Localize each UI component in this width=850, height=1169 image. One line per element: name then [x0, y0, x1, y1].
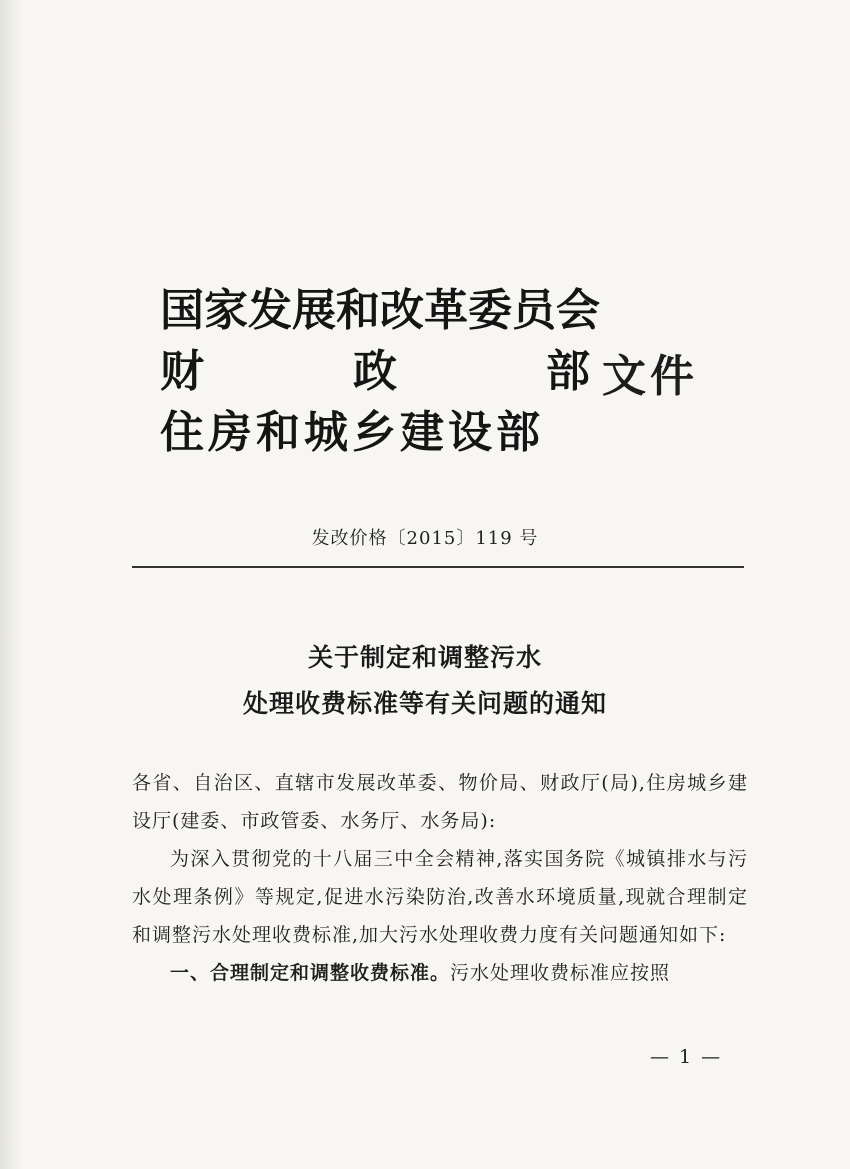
- document-body: [132, 764, 748, 992]
- document-label: 文件: [602, 351, 698, 402]
- page-number: — 1 —: [650, 1046, 723, 1068]
- section-1-heading: 一、合理制定和调整收费标准。: [170, 962, 451, 984]
- issuer-ndrc: 国家发展和改革委员会: [160, 285, 600, 336]
- addressees: 各省、自治区、直辖市发展改革委、物价局、财政厅(局),住房城乡建设厅(建委、市政管委、水务厅、水务局):: [132, 772, 748, 832]
- section-1: [132, 954, 748, 992]
- issuer-finance-char: 政: [353, 346, 397, 397]
- header-divider: [132, 566, 744, 568]
- issuer-finance-char: 财: [160, 346, 204, 397]
- section-1-text: 污水处理收费标准应按照: [450, 962, 671, 984]
- intro-paragraph: 为深入贯彻党的十八届三中全会精神,落实国务院《城镇排水与污水处理条例》等规定,促进水污染防治,改善水环境质量,现就合理制定和调整污水处理收费标准,加大污水处理收费力度有关问题通知如下:: [132, 848, 748, 946]
- scan-edge-shadow: [0, 0, 22, 1169]
- document-number: 发改价格〔2015〕119 号: [311, 528, 539, 549]
- issuer-row-finance: [160, 340, 740, 404]
- document-title-line-2: 处理收费标准等有关问题的通知: [242, 689, 607, 718]
- issuer-mohurd: 住房和城乡建设部: [160, 407, 544, 458]
- issuer-header: [160, 282, 740, 462]
- document-title-line-1: 关于制定和调整污水: [307, 643, 542, 672]
- issuer-finance: [160, 343, 590, 401]
- issuer-finance-char: 部: [546, 346, 590, 397]
